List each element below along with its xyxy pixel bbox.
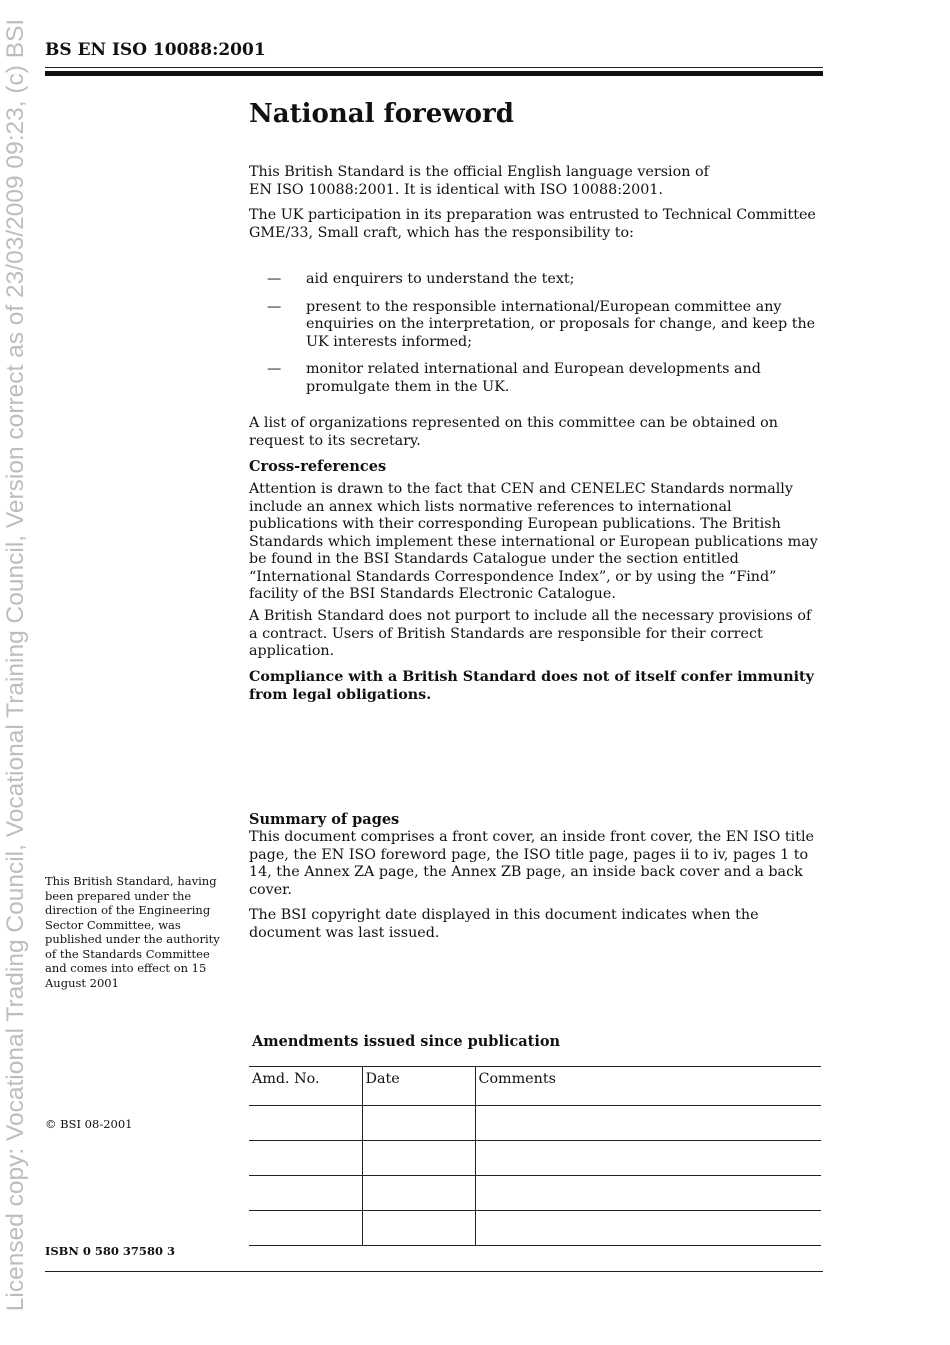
list-item <box>249 361 824 396</box>
dash-bullet: — <box>267 361 282 377</box>
committee-paragraph: The UK participation in its preparation was entrusted to Technical Committee GME/33, Small craft, which has the responsibility to: <box>249 207 816 241</box>
table-cell <box>362 1176 475 1211</box>
intro-line-2: EN ISO 10088:2001. It is identical with ISO 10088:2001. <box>249 181 663 198</box>
summary-heading: Summary of pages <box>249 811 400 828</box>
table-row <box>249 1211 821 1246</box>
intro-line-1: This British Standard is the official English language version of <box>249 164 709 180</box>
provisions-paragraph: A British Standard does not purport to include all the necessary provisions of a contract. Users of British Standards are responsible for their correct application. <box>249 608 812 659</box>
table-cell <box>475 1141 821 1176</box>
compliance-statement: Compliance with a British Standard does not of itself confer immunity from legal obligations. <box>249 669 814 703</box>
table-cell <box>249 1176 362 1211</box>
license-watermark: Licensed copy: Vocational Trading Council, Vocational Training Council, Version correct as of 23/03/2009 09:23, (c) BSI <box>2 18 29 1312</box>
list-item <box>249 299 824 352</box>
list-item <box>249 271 824 289</box>
copyright-notice: © BSI 08-2001 <box>45 1117 133 1131</box>
amendments-table <box>249 1066 821 1246</box>
column-header-comments: Comments <box>475 1067 821 1106</box>
footer-rule <box>45 1271 823 1272</box>
summary-paragraph: This document comprises a front cover, an inside front cover, the EN ISO title page, the EN ISO foreword page, the ISO title page, pages ii to iv, pages 1 to 14, the Annex ZA page, the Annex ZB page, an inside back cover and a back cover. <box>249 829 815 898</box>
cross-references-paragraph: Attention is drawn to the fact that CEN and CENELEC Standards normally include an annex which lists normative references to international publications with their corresponding European publications. The British Standards which implement these international or European publications may be found in the BSI Standards Catalogue under the section entitled “International Standards Correspondence Index”, or by using the “Find” facility of the BSI Standards Electronic Catalogue. <box>249 481 818 602</box>
table-cell <box>249 1141 362 1176</box>
isbn: ISBN 0 580 37580 3 <box>45 1244 175 1258</box>
page-title: National foreword <box>249 99 514 129</box>
copyright-date-paragraph: The BSI copyright date displayed in this document indicates when the document was last issued. <box>249 907 759 941</box>
list-item-text: aid enquirers to understand the text; <box>306 271 575 287</box>
column-header-date: Date <box>362 1067 475 1106</box>
table-cell <box>249 1106 362 1141</box>
table-cell <box>362 1106 475 1141</box>
table-header-row <box>249 1067 821 1106</box>
table-cell <box>362 1141 475 1176</box>
table-cell <box>475 1106 821 1141</box>
table-cell <box>475 1211 821 1246</box>
responsibility-list <box>249 271 824 406</box>
table-row <box>249 1141 821 1176</box>
table-row <box>249 1106 821 1141</box>
header-rule-thick <box>45 71 823 76</box>
table-cell <box>475 1176 821 1211</box>
intro-paragraph <box>249 164 824 199</box>
organizations-paragraph: A list of organizations represented on this committee can be obtained on request to its secretary. <box>249 415 778 449</box>
cross-references-heading: Cross-references <box>249 458 387 475</box>
list-item-text: monitor related international and European developments and promulgate them in the UK. <box>306 361 761 395</box>
publication-note: This British Standard, having been prepared under the direction of the Engineering Sector Committee, was published under the authority of the Standards Committee and comes into effect on 15 August 2001 <box>45 874 220 990</box>
table-row <box>249 1176 821 1211</box>
amendments-title: Amendments issued since publication <box>252 1033 561 1050</box>
dash-bullet: — <box>267 271 282 287</box>
dash-bullet: — <box>267 298 282 315</box>
table-cell <box>249 1211 362 1246</box>
document-id: BS EN ISO 10088:2001 <box>45 40 266 60</box>
header-rule-thin <box>45 67 823 68</box>
table-cell <box>362 1211 475 1246</box>
column-header-amd-no: Amd. No. <box>249 1067 362 1106</box>
list-item-text: present to the responsible international/European committee any enquiries on the interpretation, or proposals for change, and keep the UK interests informed; <box>306 298 816 350</box>
